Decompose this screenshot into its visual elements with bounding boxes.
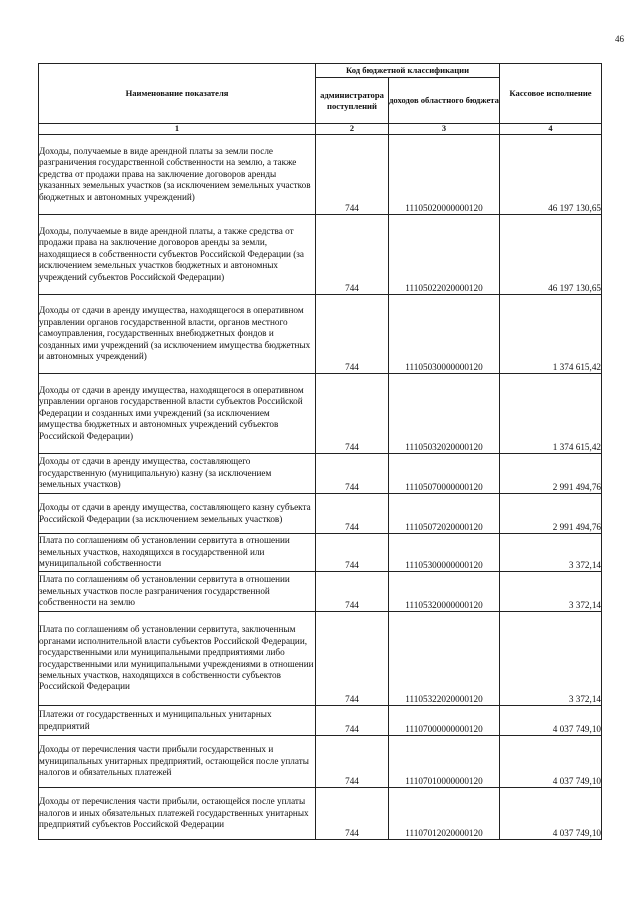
table-row — [39, 135, 602, 215]
row-admin-code: 744 — [316, 295, 389, 374]
row-amount: 46 197 130,65 — [500, 215, 602, 295]
row-amount: 2 991 494,76 — [500, 454, 602, 494]
row-revenue-code: 11105070000000120 — [389, 454, 500, 494]
row-revenue-code: 11105032020000120 — [389, 374, 500, 454]
row-name: Плата по соглашениям об установлении сервитута в отношении земельных участков после разграничения государственной собственности на землю — [39, 572, 316, 612]
table-row — [39, 534, 602, 572]
row-revenue-code: 11105030000000120 — [389, 295, 500, 374]
row-admin-code: 744 — [316, 135, 389, 215]
column-number: 1 — [39, 124, 316, 135]
row-revenue-code: 11105022020000120 — [389, 215, 500, 295]
row-admin-code: 744 — [316, 374, 389, 454]
table-row — [39, 374, 602, 454]
row-admin-code: 744 — [316, 788, 389, 840]
table-row — [39, 612, 602, 706]
row-revenue-code: 11107000000000120 — [389, 706, 500, 736]
page-number: 46 — [615, 34, 624, 44]
row-name: Доходы от сдачи в аренду имущества, находящегося в оперативном управлении органов государственной власти субъектов Российской Федерации и созданных ими учреждений (за исключением имущества бюджетных и автономных учреждений субъектов Российской Федерации) — [39, 374, 316, 454]
row-revenue-code: 11105320000000120 — [389, 572, 500, 612]
row-name: Доходы от перечисления части прибыли государственных и муниципальных унитарных предприятий, остающейся после уплаты налогов и обязательных платежей — [39, 736, 316, 788]
row-revenue-code: 11107012020000120 — [389, 788, 500, 840]
row-name: Плата по соглашениям об установлении сервитута, заключенным органами исполнительной власти субъектов Российской Федерации, государственными или муниципальными предприятиями либо государственными или муниципальными учреждениями в отношении земельных участков, находящихся в собственности субъектов Российской Федерации — [39, 612, 316, 706]
row-admin-code: 744 — [316, 706, 389, 736]
table-row — [39, 454, 602, 494]
row-admin-code: 744 — [316, 572, 389, 612]
header-revenue-code: доходов областного бюджета — [389, 78, 500, 124]
table-row — [39, 788, 602, 840]
row-amount: 46 197 130,65 — [500, 135, 602, 215]
row-name: Доходы от перечисления части прибыли, остающейся после уплаты налогов и иных обязательных платежей государственных унитарных предприятий субъектов Российской Федерации — [39, 788, 316, 840]
row-name: Доходы, получаемые в виде арендной платы за земли после разграничения государственной собственности на землю, а также средства от продажи права на заключение договоров аренды указанных земельных участков (за исключением земельных участков бюджетных и автономных учреждений) — [39, 135, 316, 215]
table-row — [39, 215, 602, 295]
row-admin-code: 744 — [316, 494, 389, 534]
row-admin-code: 744 — [316, 215, 389, 295]
row-admin-code: 744 — [316, 612, 389, 706]
header-admin: администратора поступлений — [316, 78, 389, 124]
table-row — [39, 295, 602, 374]
column-number: 4 — [500, 124, 602, 135]
row-amount: 4 037 749,10 — [500, 788, 602, 840]
row-admin-code: 744 — [316, 534, 389, 572]
row-name: Доходы, получаемые в виде арендной платы, а также средства от продажи права на заключение договоров аренды за земли, находящиеся в собственности субъектов Российской Федерации (за исключением земельных участков бюджетных и автономных учреждений субъектов Российской Федерации) — [39, 215, 316, 295]
row-admin-code: 744 — [316, 736, 389, 788]
row-amount: 3 372,14 — [500, 612, 602, 706]
budget-revenue-table — [38, 63, 602, 840]
table-row — [39, 706, 602, 736]
column-number: 3 — [389, 124, 500, 135]
row-name: Доходы от сдачи в аренду имущества, составляющего казну субъекта Российской Федерации (за исключением земельных участков) — [39, 494, 316, 534]
row-name: Плата по соглашениям об установлении сервитута в отношении земельных участков, находящихся в государственной или муниципальной собственности — [39, 534, 316, 572]
row-amount: 2 991 494,76 — [500, 494, 602, 534]
table-row — [39, 494, 602, 534]
row-name: Доходы от сдачи в аренду имущества, составляющего государственную (муниципальную) казну (за исключением земельных участков) — [39, 454, 316, 494]
row-revenue-code: 11105072020000120 — [389, 494, 500, 534]
row-revenue-code: 11105020000000120 — [389, 135, 500, 215]
row-amount: 3 372,14 — [500, 534, 602, 572]
row-amount: 3 372,14 — [500, 572, 602, 612]
row-revenue-code: 11107010000000120 — [389, 736, 500, 788]
header-name: Наименование показателя — [39, 64, 316, 124]
row-amount: 1 374 615,42 — [500, 374, 602, 454]
table-row — [39, 572, 602, 612]
row-name: Доходы от сдачи в аренду имущества, находящегося в оперативном управлении органов государственной власти, органов местного самоуправления, государственных внебюджетных фондов и созданных ими учреждений (за исключением имущества бюджетных и автономных учреждений) — [39, 295, 316, 374]
row-admin-code: 744 — [316, 454, 389, 494]
row-amount: 4 037 749,10 — [500, 736, 602, 788]
row-amount: 1 374 615,42 — [500, 295, 602, 374]
row-revenue-code: 11105322020000120 — [389, 612, 500, 706]
row-name: Платежи от государственных и муниципальных унитарных предприятий — [39, 706, 316, 736]
header-execution: Кассовое исполнение — [500, 64, 602, 124]
header-classification-group: Код бюджетной классификации — [316, 64, 500, 78]
row-revenue-code: 11105300000000120 — [389, 534, 500, 572]
column-number: 2 — [316, 124, 389, 135]
table-row — [39, 736, 602, 788]
row-amount: 4 037 749,10 — [500, 706, 602, 736]
